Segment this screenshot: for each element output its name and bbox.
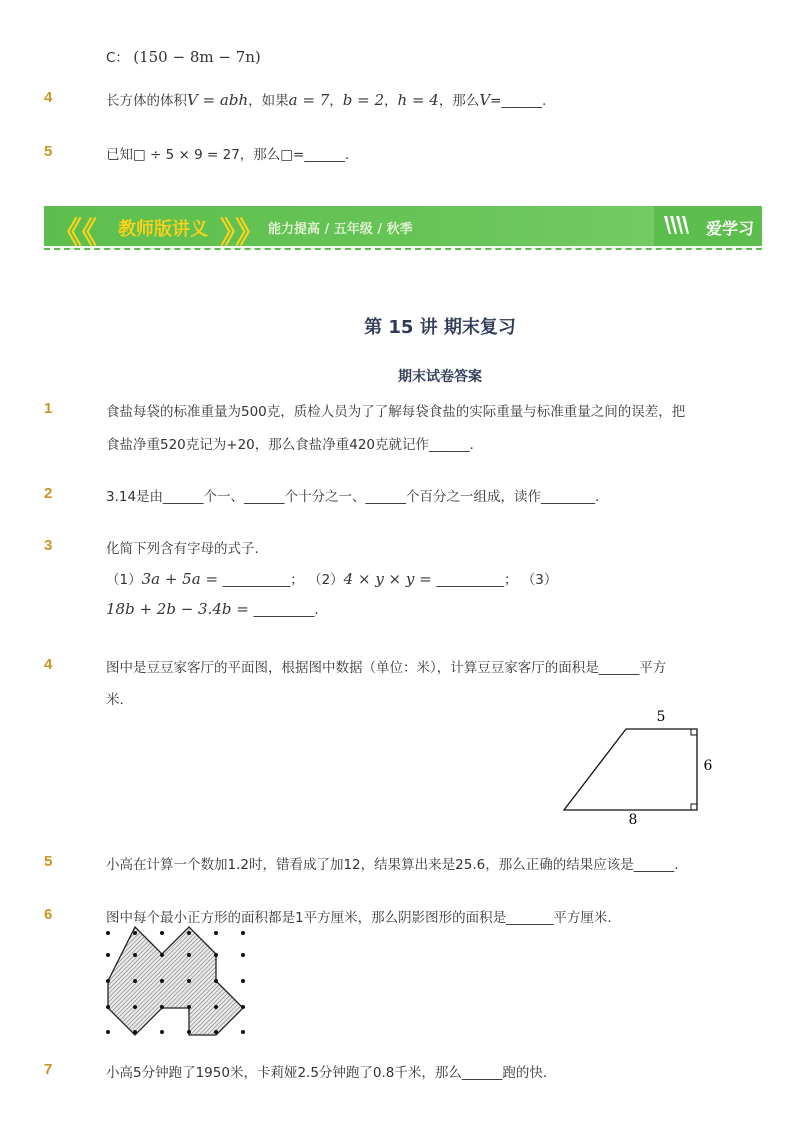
math-expr: 3a + 5a = [141, 570, 223, 588]
banner-title: 教师版讲义 [118, 219, 208, 240]
question-text [106, 600, 319, 618]
text-span: （3） [521, 572, 558, 588]
question-number: 1 [44, 400, 53, 417]
question-number: 5 [44, 853, 53, 870]
answer-blank: __________； [222, 572, 304, 588]
label-bottom: 8 [628, 812, 638, 828]
math-expr: V [479, 91, 491, 109]
question-text: 食盐净重520克记为+20，那么食盐净重420克就记作______. [106, 437, 474, 453]
math-expr: b = 2 [342, 91, 384, 109]
text-span: 长方体的体积 [106, 93, 187, 109]
question-text: 小高在计算一个数加1.2时，错看成了加12，结果算出来是25.6，那么正确的结果应该是______. [106, 857, 679, 873]
option-c [106, 46, 261, 66]
option-c-expr: (150 − 8m − 7n) [133, 48, 261, 66]
question-number: 6 [44, 906, 53, 923]
section-banner [44, 206, 762, 251]
question-number: 7 [44, 1061, 53, 1078]
page-subtitle: 期末试卷答案 [398, 369, 482, 385]
text-span: （1） [106, 572, 142, 588]
math-expr: V = abh [187, 91, 249, 109]
question-text: 小高5分钟跑了1950米，卡莉娅2.5分钟跑了0.8千米，那么______跑的快. [106, 1065, 548, 1081]
question-number: 5 [44, 143, 53, 160]
text-span: ， [384, 93, 398, 109]
logo-icon [662, 214, 690, 236]
question-number: 2 [44, 485, 53, 502]
question-number: 4 [44, 656, 53, 673]
text-span: =______. [490, 93, 547, 109]
text-span: （2） [308, 572, 344, 588]
text-span: ，如果 [248, 93, 289, 109]
question-text [106, 89, 546, 109]
chevron-right-icon: 》》 [220, 216, 265, 251]
label-right: 6 [703, 758, 713, 774]
math-expr: 18b + 2b − 3.4b = [106, 600, 254, 618]
label-top: 5 [656, 709, 666, 725]
answer-blank: _________. [253, 602, 319, 618]
option-c-label: C： [106, 50, 129, 66]
trapezoid-figure [556, 702, 726, 830]
question-text: 已知□ ÷ 5 × 9 = 27，那么□=______. [106, 147, 350, 163]
page-title: 第 15 讲 期末复习 [364, 317, 516, 338]
math-expr: h = 4 [397, 91, 439, 109]
answer-blank: __________； [436, 572, 518, 588]
question-text: 食盐每袋的标准重量为500克，质检人员为了了解每袋食盐的实际重量与标准重量之间的误差，把 [106, 404, 686, 420]
question-text: 图中是豆豆家客厅的平面图，根据图中数据（单位：米），计算豆豆家客厅的面积是______平方 [106, 660, 667, 676]
text-span: ， [329, 93, 343, 109]
question-text: 米. [106, 692, 124, 708]
brand-logo: 爱学习 [705, 219, 754, 238]
question-number: 3 [44, 537, 53, 554]
text-span: ，那么 [438, 93, 480, 109]
math-expr: a = 7 [288, 91, 330, 109]
question-text: 化简下列含有字母的式子. [106, 541, 259, 557]
question-text: 图中每个最小正方形的面积都是1平方厘米，那么阴影图形的面积是_______平方厘米. [106, 910, 612, 926]
question-text: 3.14是由______个一、______个十分之一、______个百分之一组成，读作________. [106, 489, 600, 505]
question-number: 4 [44, 89, 53, 106]
question-text [106, 568, 557, 588]
banner-divider [44, 248, 762, 250]
dot-grid-figure [98, 925, 250, 1039]
breadcrumb: 能力提高 / 五年级 / 秋季 [268, 222, 413, 237]
math-expr: 4 × y × y = [343, 570, 437, 588]
chevron-left-icon: 《《 [52, 216, 97, 251]
